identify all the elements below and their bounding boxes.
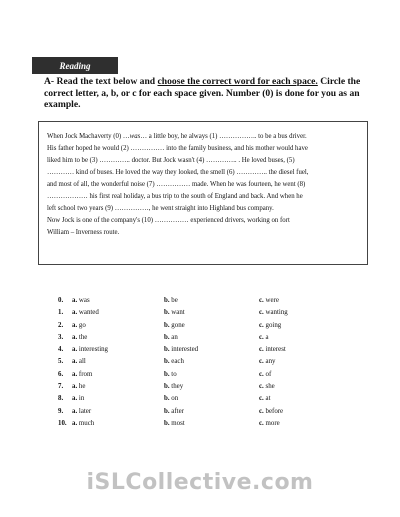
option-text: all [78,358,86,366]
option-text: an [171,333,178,341]
option-a[interactable] [72,322,86,329]
option-letter: b. [164,358,170,366]
option-letter: c. [259,419,264,427]
option-letter: a. [72,321,78,329]
option-c[interactable] [259,309,288,316]
option-text: of [265,370,272,378]
option-a[interactable] [72,420,94,427]
option-letter: c. [259,395,264,403]
option-letter: b. [164,383,170,391]
choice-row [58,334,358,346]
choice-row [58,358,358,370]
choice-row [58,309,358,321]
answer-choices [58,297,358,432]
question-number: 4. [58,346,64,354]
passage-line: Now Jock is one of the company's (10) …………… experienced drivers, working on fort [47,217,290,224]
option-letter: b. [164,309,170,317]
option-text: a [265,333,269,341]
option-text: on [171,395,179,403]
option-text: be [171,297,178,304]
option-text: want [171,309,185,317]
option-letter: a. [72,333,78,341]
choice-row [58,371,358,383]
option-b[interactable] [164,346,198,353]
option-c[interactable] [259,297,279,304]
option-letter: a. [72,297,78,304]
option-c[interactable] [259,322,281,329]
question-number: 9. [58,407,64,415]
option-a[interactable] [72,371,92,378]
option-text: was [78,297,90,304]
option-letter: b. [164,346,170,354]
option-letter: b. [164,395,170,403]
option-c[interactable] [259,358,275,365]
option-text: interest [265,346,286,354]
option-a[interactable] [72,334,87,341]
instructions [44,76,366,111]
option-text: they [171,383,184,391]
option-text: were [265,297,279,304]
option-a[interactable] [72,297,90,304]
option-text: after [171,407,184,415]
passage-line: His father hoped he would (2) …………… into the family business, and his mother would have [47,145,308,152]
question-number: 0. [58,297,64,304]
option-a[interactable] [72,395,84,402]
option-letter: b. [164,407,170,415]
option-text: most [171,419,185,427]
option-text: go [78,321,86,329]
option-c[interactable] [259,420,280,427]
option-letter: c. [259,358,264,366]
option-letter: b. [164,333,170,341]
option-b[interactable] [164,383,183,390]
instructions-underlined: choose the correct word for each space. [157,76,318,87]
option-text: gone [171,321,185,329]
option-a[interactable] [72,358,86,365]
option-b[interactable] [164,297,178,304]
option-text: he [78,383,86,391]
option-text: any [265,358,276,366]
question-number: 6. [58,370,64,378]
option-b[interactable] [164,395,178,402]
choice-row [58,346,358,358]
option-text: she [265,383,275,391]
option-letter: b. [164,297,170,304]
option-letter: c. [259,309,264,317]
passage-line: ……………… his first real holiday, a bus trip to the south of England and back. And when he [47,193,303,200]
reading-passage [38,121,368,265]
example-answer: was [129,133,141,140]
option-letter: a. [72,309,78,317]
option-text: before [265,407,284,415]
choice-row [58,408,358,420]
option-letter: a. [72,370,78,378]
option-c[interactable] [259,395,271,402]
option-text: in [78,395,85,403]
option-letter: c. [259,407,264,415]
passage-line: left school two years (9) ……………, he went straight into Highland bus company. [47,205,274,212]
section-title: Reading [59,60,91,71]
option-a[interactable] [72,408,91,415]
question-number: 1. [58,309,64,317]
option-c[interactable] [259,371,271,378]
option-letter: a. [72,358,78,366]
option-text: the [78,333,88,341]
option-letter: b. [164,419,170,427]
option-b[interactable] [164,334,178,341]
instructions-part1: A- Read the text below and [44,76,158,87]
option-b[interactable] [164,322,185,329]
option-letter: a. [72,407,78,415]
option-text: later [78,407,92,415]
choice-row [58,420,358,432]
question-number: 2. [58,321,64,329]
choice-row [58,322,358,334]
option-letter: a. [72,419,78,427]
passage-line: liked him to be (3) ………….. doctor. But Jock wasn't (4) ………….. . He loved buses, (5) [47,157,295,164]
option-c[interactable] [259,346,286,353]
question-number: 10. [58,419,67,427]
option-text: wanting [265,309,288,317]
question-number: 5. [58,358,64,366]
passage-line: When Jock Machaverty (0) …was… a little boy, he always (1) …………….. to be a bus driver. [47,133,307,140]
instructions-part3: Circle the correct letter, a, b, or c for each space given. Number (0) is done for you as an example. [44,76,361,111]
option-letter: a. [72,346,78,354]
option-letter: c. [259,370,264,378]
option-b[interactable] [164,371,177,378]
passage-line: and most of all, the wonderful noise (7) …………… made. When he was fourteen, he went (8) [47,181,306,188]
option-a[interactable] [72,346,108,353]
option-text: each [171,358,184,366]
option-text: at [265,395,271,403]
option-text: to [171,370,177,378]
passage-line: ………… kind of buses. He loved the way they looked, the smell (6) ………….. the diesel fuel, [47,169,309,176]
option-c[interactable] [259,334,269,341]
option-letter: c. [259,297,264,304]
option-text: interested [171,346,199,354]
option-text: more [265,419,280,427]
watermark: iSLCollective.com [86,470,314,495]
option-b[interactable] [164,358,184,365]
option-letter: c. [259,321,264,329]
option-letter: b. [164,321,170,329]
option-a[interactable] [72,309,99,316]
option-b[interactable] [164,309,185,316]
question-number: 8. [58,395,64,403]
option-b[interactable] [164,408,184,415]
question-number: 3. [58,333,64,341]
option-letter: c. [259,383,264,391]
option-text: interesting [78,346,108,354]
option-letter: c. [259,346,264,354]
option-text: from [78,370,93,378]
option-b[interactable] [164,420,185,427]
passage-line: William – Inverness route. [47,229,120,236]
question-number: 7. [58,383,64,391]
option-letter: c. [259,333,264,341]
option-c[interactable] [259,408,283,415]
option-text: wanted [78,309,99,317]
choice-row [58,383,358,395]
option-a[interactable] [72,383,85,390]
option-letter: b. [164,370,170,378]
choice-row [58,297,358,309]
option-letter: a. [72,383,78,391]
option-letter: a. [72,395,78,403]
option-text: going [265,321,282,329]
choice-row [58,395,358,407]
option-text: much [78,419,95,427]
option-c[interactable] [259,383,275,390]
section-header [32,57,118,74]
